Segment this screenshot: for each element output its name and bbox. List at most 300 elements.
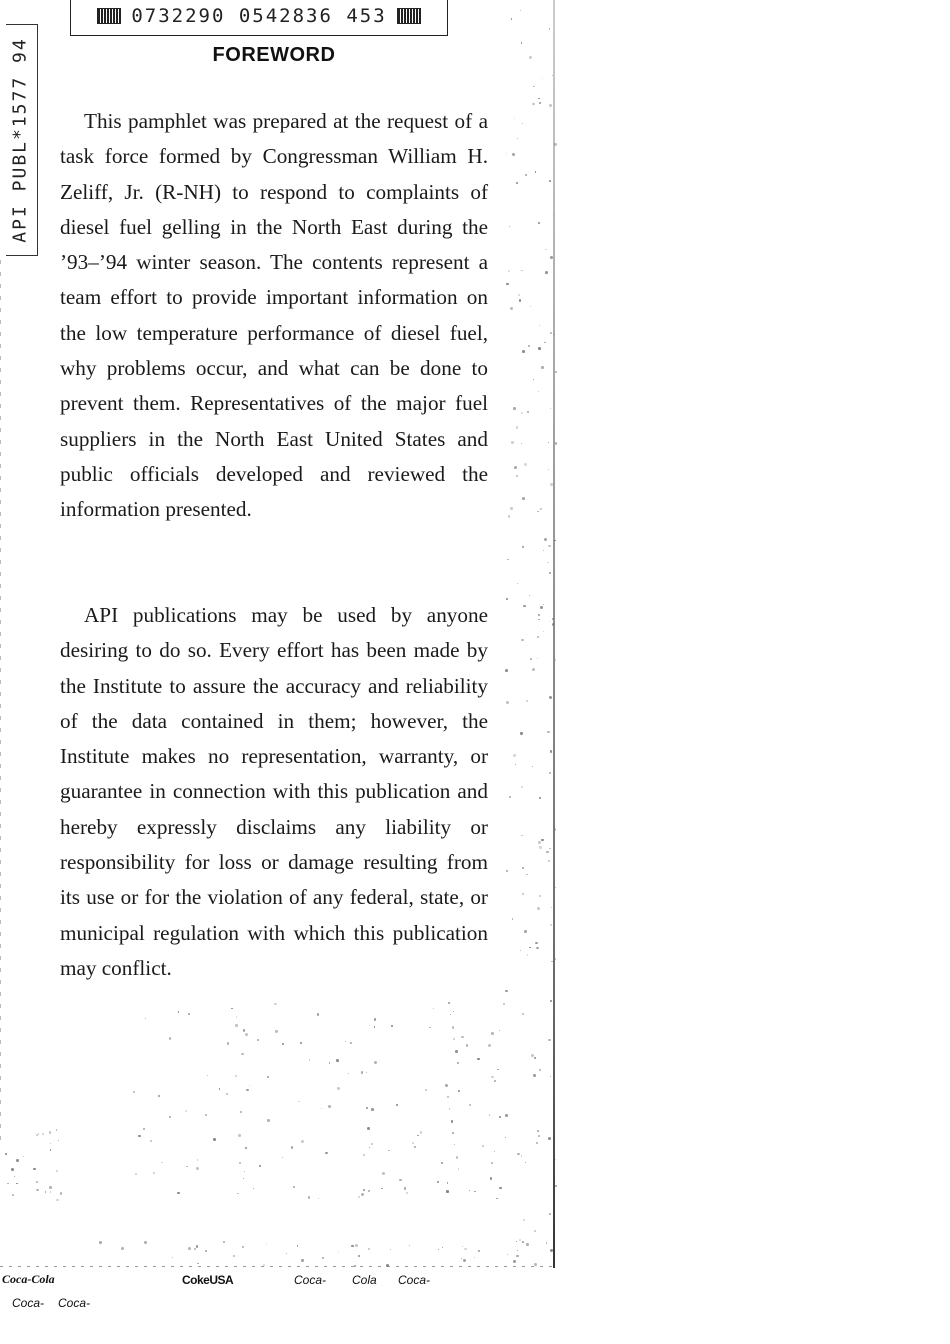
scan-speckle (463, 1259, 466, 1262)
scan-speckle (550, 408, 551, 409)
scan-speckle (545, 271, 548, 274)
scan-speckle (517, 1250, 519, 1252)
scan-speckle (213, 1138, 216, 1141)
scan-speckle (231, 1008, 232, 1009)
scan-speckle (143, 1128, 145, 1130)
scan-speckle (336, 1059, 339, 1062)
scan-speckle (550, 750, 553, 753)
scan-speckle (548, 442, 549, 443)
scan-speckle (499, 1030, 500, 1031)
scan-speckle (549, 696, 552, 699)
scan-speckle (223, 1241, 224, 1242)
scan-speckle (374, 1018, 376, 1020)
scan-speckle (433, 1008, 435, 1010)
scan-speckle (301, 1259, 304, 1262)
scan-speckle (519, 299, 522, 302)
scan-speckle (539, 846, 542, 849)
scan-speckle (521, 835, 523, 837)
scan-speckle (56, 1199, 59, 1202)
scan-speckle (545, 249, 546, 250)
scan-speckle (537, 907, 540, 910)
scan-speckle (552, 618, 554, 620)
scan-speckle (554, 958, 556, 960)
scan-speckle (549, 180, 551, 182)
scan-speckle (457, 1062, 459, 1064)
scan-speckle (226, 1093, 228, 1095)
scan-speckle (520, 10, 521, 11)
scan-speckle (275, 1030, 277, 1032)
scan-speckle (516, 475, 518, 477)
scan-speckle (297, 1245, 298, 1246)
scan-speckle (477, 1058, 480, 1061)
scan-speckle (438, 1249, 439, 1250)
scan-speckle (412, 1142, 415, 1145)
scan-speckle (409, 1245, 410, 1246)
scan-speckle (11, 1168, 14, 1171)
scan-speckle (417, 1135, 419, 1137)
scan-speckle (531, 1054, 534, 1057)
scan-speckle (506, 283, 508, 285)
scan-speckle (499, 1187, 502, 1190)
scan-speckle (529, 595, 530, 596)
scan-speckle (505, 1137, 506, 1138)
scan-speckle (553, 828, 556, 831)
scan-speckle (516, 426, 519, 429)
scan-speckle (404, 1187, 406, 1189)
scan-speckle (121, 1247, 124, 1250)
scan-speckle (469, 1104, 471, 1106)
scan-speckle (494, 1080, 497, 1083)
scan-speckle (530, 306, 532, 308)
scan-speckle (178, 1011, 179, 1012)
scan-speckle (328, 1105, 330, 1107)
scan-speckle (521, 270, 522, 271)
scan-left-edge (0, 260, 1, 1140)
scan-speckle (363, 1154, 365, 1156)
scan-speckle (510, 507, 513, 510)
scan-speckle (233, 1255, 234, 1256)
scan-speckle (551, 961, 552, 962)
scan-speckle (505, 990, 507, 992)
scan-speckle (555, 442, 558, 445)
scan-speckle (489, 1114, 490, 1115)
scan-speckle (243, 1178, 244, 1179)
scan-speckle (506, 870, 508, 872)
scan-speckle (507, 1254, 508, 1255)
scan-speckle (522, 350, 525, 353)
scan-speckle (464, 1248, 467, 1251)
scan-speckle (537, 636, 539, 638)
scan-speckle (150, 1140, 152, 1142)
scan-speckle (374, 1061, 377, 1064)
scan-speckle (382, 1172, 385, 1175)
scan-speckle (508, 515, 511, 518)
scan-speckle (259, 1165, 261, 1167)
scan-speckle (520, 732, 522, 734)
scan-speckle (533, 86, 534, 87)
scan-speckle (503, 1003, 505, 1005)
scan-speckle (521, 1155, 522, 1156)
scan-speckle (236, 1016, 237, 1017)
scan-speckle (549, 28, 550, 29)
scan-speckle (539, 797, 540, 798)
scan-speckle (513, 754, 515, 756)
scan-speckle (552, 623, 555, 626)
scan-speckle (542, 78, 543, 79)
scan-speckle (322, 1257, 324, 1259)
scan-speckle (242, 1246, 244, 1248)
scan-speckle (396, 1104, 398, 1106)
scan-speckle (538, 98, 539, 99)
scan-speckle (249, 1085, 250, 1086)
scan-speckle (282, 1157, 283, 1158)
scan-speckle (348, 1073, 349, 1074)
scan-speckle (544, 342, 546, 344)
scan-speckle (513, 1260, 516, 1263)
scan-speckle (543, 631, 544, 632)
scan-speckle (538, 614, 541, 617)
scan-speckle (185, 1110, 187, 1112)
scan-speckle (491, 1032, 493, 1034)
scan-speckle (257, 1039, 259, 1041)
scan-speckle (548, 545, 550, 547)
scan-speckle (207, 1075, 208, 1076)
scan-speckle (541, 839, 544, 842)
scan-speckle (99, 1241, 102, 1244)
scan-speckle (499, 1116, 501, 1118)
scan-speckle (546, 1242, 547, 1243)
scan-speckle (244, 1171, 246, 1173)
scan-speckle (235, 1075, 237, 1077)
scan-speckle (363, 1189, 365, 1191)
scan-speckle (274, 1003, 277, 1006)
scan-speckle (16, 1159, 18, 1161)
scan-speckle (381, 1188, 383, 1190)
scan-speckle (366, 1107, 368, 1109)
scan-speckle (511, 18, 512, 19)
scan-speckle (12, 1194, 14, 1196)
barcode-number: 0732290 0542836 453 (131, 4, 387, 27)
scan-speckle (506, 598, 508, 600)
scan-speckle (369, 1147, 370, 1148)
scan-speckle (245, 1033, 248, 1036)
scan-speckle (429, 1027, 431, 1029)
footer-logo-coca-2: Coca- (398, 1273, 431, 1287)
scan-speckle (133, 1091, 135, 1093)
scan-speckle (526, 1243, 529, 1246)
scan-speckle (266, 1244, 267, 1245)
scan-speckle (368, 1248, 370, 1250)
scan-speckle (552, 75, 553, 76)
scan-speckle (536, 1142, 538, 1144)
scan-speckle (519, 1239, 522, 1242)
scan-speckle (533, 379, 534, 380)
scan-speckle (169, 1116, 171, 1118)
scan-speckle (521, 786, 523, 788)
scan-speckle (453, 1011, 455, 1013)
scan-speckle (50, 1143, 51, 1144)
scan-speckle (237, 1193, 238, 1194)
scan-speckle (549, 772, 551, 774)
scan-speckle (512, 918, 513, 919)
scan-speckle (448, 1002, 450, 1004)
scan-speckle (240, 1111, 242, 1113)
scan-speckle (548, 1039, 550, 1041)
scan-speckle (522, 867, 524, 869)
scan-speckle (369, 1025, 370, 1026)
scan-speckle (38, 1133, 39, 1134)
scan-speckle (511, 441, 513, 443)
scan-speckle (36, 1189, 38, 1191)
scan-speckle (406, 1192, 408, 1194)
scan-speckle (550, 256, 553, 259)
scan-speckle (452, 1026, 454, 1028)
scan-speckle (517, 1153, 519, 1155)
scan-speckle (527, 954, 528, 955)
scan-speckle (482, 1145, 484, 1147)
scan-speckle (358, 1196, 360, 1198)
scan-speckle (512, 153, 515, 156)
scan-speckle (538, 222, 540, 224)
scan-speckle (241, 1053, 244, 1056)
scan-speckle (368, 1190, 370, 1192)
scan-speckle (538, 619, 539, 620)
scan-speckle (45, 1191, 47, 1193)
scan-speckle (205, 1114, 207, 1116)
scan-speckle (532, 766, 533, 767)
footer-logo-coca-1: Coca- (294, 1273, 327, 1287)
scan-speckle (528, 345, 530, 347)
scan-speckle (350, 1042, 352, 1044)
scan-speckle (446, 1190, 449, 1193)
scan-speckle (526, 874, 528, 876)
scan-speckle (517, 583, 518, 584)
side-label: API PUBL*1577 94 (9, 37, 31, 243)
scan-speckle (541, 366, 544, 369)
scan-speckle (515, 764, 516, 765)
scan-speckle (533, 1074, 536, 1077)
scan-speckle (16, 1183, 18, 1185)
scan-speckle (522, 497, 525, 500)
scan-speckle (298, 1101, 299, 1102)
scan-speckle (554, 143, 556, 145)
scan-speckle (537, 511, 538, 512)
scan-speckle (338, 1251, 339, 1252)
scan-speckle (301, 1140, 304, 1143)
scan-speckle (549, 1213, 551, 1215)
scan-speckle (267, 1119, 269, 1121)
scan-speckle (544, 538, 547, 541)
scan-speckle (543, 604, 544, 605)
scan-speckle (534, 1057, 536, 1059)
scan-speckle (235, 1024, 238, 1027)
scan-speckle (56, 1170, 58, 1172)
scan-speckle (524, 463, 527, 466)
scan-speckle (144, 1241, 147, 1244)
scan-speckle (456, 1156, 458, 1158)
scan-speckle (494, 1151, 495, 1152)
scan-speckle (554, 659, 556, 661)
scan-speckle (474, 1257, 475, 1258)
barcode-header (70, 0, 448, 36)
scan-speckle (510, 307, 513, 310)
paragraph-intro: This pamphlet was prepared at the request of a task force formed by Congressman William H. Zeliff, Jr. (R-NH) to respond to complaints of diesel fuel gelling in the North East during the ’93–’94 winter season. The contents represent a team effort to provide important information on the low temperature performance of diesel fuel, why problems occur, and what can be done to prevent them. Representatives of the major fuel suppliers in the North East United States and public officials developed and reviewed the information presented. (60, 109, 488, 522)
scan-speckle (522, 546, 524, 548)
scan-speckle (506, 153, 507, 154)
scan-speckle (547, 562, 548, 563)
scan-speckle (135, 1173, 137, 1175)
scan-speckle (550, 924, 553, 927)
scan-speckle (371, 1143, 373, 1145)
scan-speckle (267, 1076, 269, 1078)
scan-speckle (462, 1246, 463, 1247)
scan-speckle (329, 1062, 331, 1064)
scan-speckle (449, 1108, 450, 1109)
scan-speckle (549, 621, 551, 623)
scan-speckle (321, 1108, 322, 1109)
scan-speckle (227, 1042, 229, 1044)
scan-speckle (539, 102, 541, 104)
scan-speckle (530, 658, 532, 660)
scan-speckle (42, 1133, 44, 1135)
footer-logo-cocacola: Coca-Cola (2, 1272, 55, 1286)
scan-speckle (518, 294, 520, 296)
scan-speckle (458, 1168, 460, 1170)
barcode-left-icon (97, 8, 121, 24)
scan-speckle (7, 1183, 9, 1185)
barcode-right-icon (397, 8, 421, 24)
scan-speckle (49, 1186, 51, 1188)
scan-speckle (521, 412, 524, 415)
footer-logo-cola: Cola (352, 1273, 377, 1287)
scan-speckle (453, 1038, 455, 1040)
scan-speckle (538, 1135, 540, 1137)
scan-speckle (186, 1166, 188, 1168)
scan-speckle (506, 701, 509, 704)
scan-edge (553, 0, 555, 1268)
scan-speckle (532, 668, 535, 671)
scan-speckle (425, 1089, 427, 1091)
scan-speckle (366, 1072, 367, 1073)
scan-speckle (337, 1087, 340, 1090)
scan-speckle (514, 118, 515, 119)
scan-speckle (318, 1198, 320, 1200)
scan-speckle (205, 1250, 207, 1252)
scan-speckle (516, 1241, 517, 1242)
scan-speckle (447, 1182, 448, 1183)
scan-speckle (49, 1131, 52, 1134)
scan-speckle (219, 1088, 221, 1090)
scan-speckle (245, 1147, 247, 1149)
scan-bottom-rule (0, 1266, 556, 1267)
scan-speckle (525, 174, 527, 176)
scan-speckle (523, 1219, 525, 1221)
scan-speckle (549, 848, 550, 849)
scan-speckle (516, 1255, 518, 1257)
scan-speckle (522, 123, 523, 124)
scan-speckle (508, 270, 510, 272)
scan-speckle (548, 469, 549, 470)
scan-speckle (308, 1196, 311, 1199)
scan-speckle (309, 1059, 311, 1061)
scan-speckle (317, 1013, 319, 1015)
scan-speckle (172, 1257, 173, 1258)
scan-speckle (391, 1025, 393, 1027)
scan-speckle (469, 1190, 470, 1191)
scan-speckle (546, 851, 549, 854)
scan-speckle (243, 1029, 246, 1032)
scan-speckle (529, 56, 531, 58)
scan-speckle (521, 639, 523, 641)
scan-speckle (345, 1041, 346, 1042)
scan-speckle (491, 1076, 494, 1079)
scan-speckle (534, 1263, 537, 1266)
scan-speckle (188, 1247, 191, 1250)
scan-speckle (300, 1042, 302, 1044)
scan-speckle (158, 1095, 160, 1097)
scan-speckle (246, 1089, 249, 1092)
scan-speckle (514, 466, 517, 469)
scan-speckle (450, 1014, 451, 1015)
scan-speckle (539, 895, 541, 897)
scan-speckle (535, 171, 537, 173)
scan-speckle (513, 407, 516, 410)
scan-speckle (358, 1255, 361, 1258)
scan-speckle (527, 411, 529, 413)
scan-speckle (14, 1176, 15, 1177)
scan-speckle (474, 1191, 476, 1193)
scan-speckle (497, 1069, 499, 1071)
scan-speckle (351, 1245, 353, 1247)
scan-speckle (197, 1159, 198, 1160)
scan-speckle (548, 860, 550, 862)
scan-speckle (522, 1013, 524, 1015)
scan-speckle (361, 1193, 364, 1196)
scan-speckle (509, 796, 511, 798)
scan-speckle (521, 42, 522, 43)
scan-speckle (537, 658, 538, 659)
scan-speckle (490, 1177, 492, 1179)
scan-speckle (523, 605, 525, 607)
scan-speckle (488, 1044, 491, 1047)
scan-speckle (549, 572, 551, 574)
scan-speckle (374, 1026, 376, 1028)
scan-speckle (554, 540, 556, 542)
scan-speckle (543, 550, 544, 551)
scan-speckle (454, 1144, 455, 1145)
scan-speckle (196, 1245, 199, 1248)
scan-speckle (524, 930, 527, 933)
scan-speckle (555, 1185, 557, 1187)
scan-speckle (521, 443, 522, 444)
scan-speckle (371, 1108, 374, 1111)
page-title: FOREWORD (212, 44, 336, 66)
scan-speckle (23, 1156, 25, 1158)
scan-speckle (447, 1096, 449, 1098)
scan-speckle (56, 1129, 58, 1131)
scan-speckle (145, 1018, 146, 1019)
scan-speckle (177, 1192, 180, 1195)
scan-speckle (517, 138, 518, 139)
scan-speckle (238, 1134, 240, 1136)
scan-speckle (538, 391, 539, 392)
scan-speckle (549, 104, 552, 107)
scan-speckle (291, 1146, 294, 1149)
scan-speckle (505, 1114, 508, 1117)
scan-speckle (367, 1127, 370, 1130)
scan-speckle (522, 1241, 524, 1243)
scan-speckle (538, 347, 541, 350)
